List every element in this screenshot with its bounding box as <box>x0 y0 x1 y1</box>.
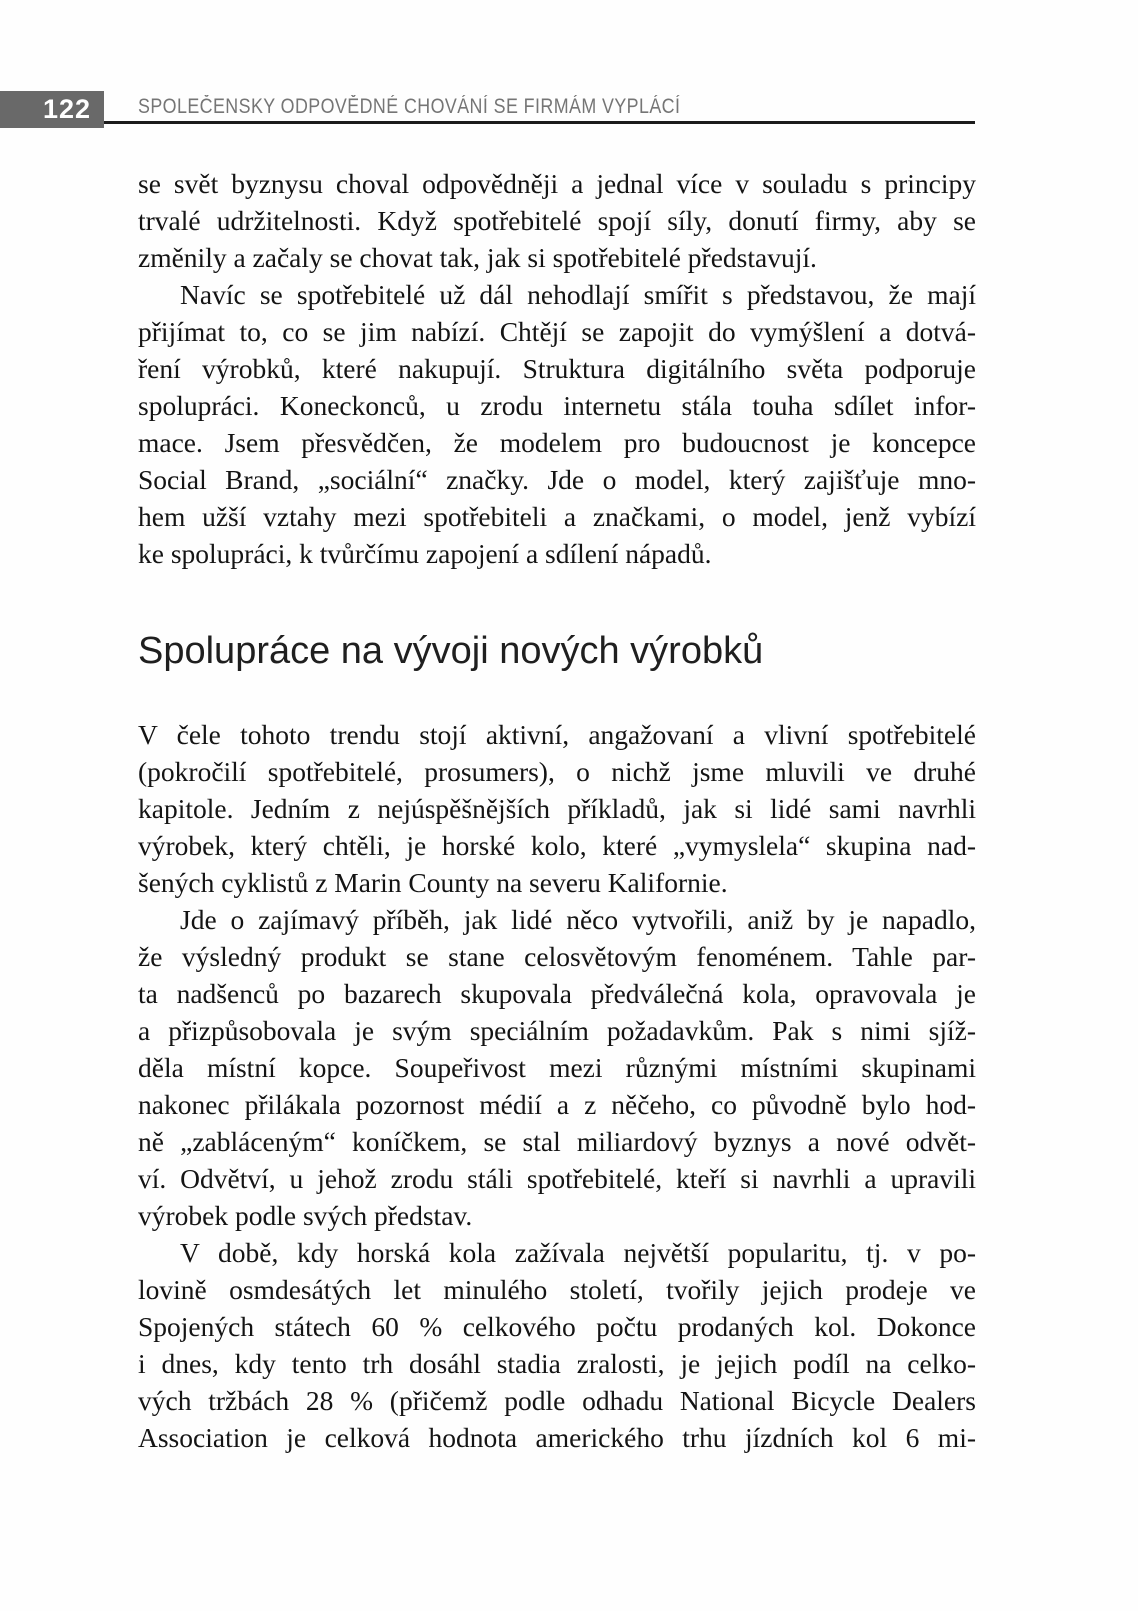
paragraph <box>138 276 976 572</box>
text-line: děla místní kopce. Soupeřivost mezi různými místními skupinami <box>138 1052 976 1083</box>
text-line: nakonec přilákala pozornost médií a z něčeho, co původně bylo hod- <box>138 1089 976 1120</box>
text-line: V době, kdy horská kola zažívala největší popularitu, tj. v po- <box>180 1237 976 1268</box>
text-line: ně „zabláceným“ koníčkem, se stal miliardový byznys a nové odvět- <box>138 1126 976 1157</box>
page-content <box>138 165 976 1456</box>
text-line: ke spolupráci, k tvůrčímu zapojení a sdílení nápadů. <box>138 538 712 569</box>
text-line: ví. Odvětví, u jehož zrodu stáli spotřebitelé, kteří si navrhli a upravili <box>138 1163 976 1194</box>
text-line: ření výrobků, které nakupují. Struktura digitálního světa podporuje <box>138 353 976 384</box>
page-number: 122 <box>42 94 91 124</box>
text-line: mace. Jsem přesvědčen, že modelem pro budoucnost je koncepce <box>138 427 976 458</box>
page-number-box <box>0 91 104 128</box>
text-line: i dnes, kdy tento trh dosáhl stadia zralosti, je jejich podíl na celko- <box>138 1348 976 1379</box>
running-header: SPOLEČENSKY ODPOVĚDNÉ CHOVÁNÍ SE FIRMÁM VYPLÁCÍ <box>138 95 681 118</box>
text-line: lovině osmdesátých let minulého století, tvořily jejich prodeje ve <box>138 1274 976 1305</box>
paragraph <box>138 165 976 276</box>
text-line: se svět byznysu choval odpovědněji a jednal více v souladu s principy <box>138 168 976 199</box>
text-line: šených cyklistů z Marin County na severu Kalifornie. <box>138 867 728 898</box>
text-line: ta nadšenců po bazarech skupovala předválečná kola, opravovala je <box>138 978 976 1009</box>
text-line: změnily a začaly se chovat tak, jak si spotřebitelé představují. <box>138 242 817 273</box>
section-heading: Spolupráce na vývoji nových výrobků <box>138 630 764 672</box>
text-line: Jde o zajímavý příběh, jak lidé něco vytvořili, aniž by je napadlo, <box>180 904 976 935</box>
text-line: Association je celková hodnota amerického trhu jízdních kol 6 mi- <box>138 1422 976 1453</box>
text-line: trvalé udržitelnosti. Když spotřebitelé spojí síly, donutí firmy, aby se <box>138 205 976 236</box>
text-line: že výsledný produkt se stane celosvětovým fenoménem. Tahle par- <box>138 941 976 972</box>
text-line: výrobek podle svých představ. <box>138 1200 473 1231</box>
text-line: přijímat to, co se jim nabízí. Chtějí se zapojit do vymýšlení a dotvá- <box>138 316 976 347</box>
text-line: Social Brand, „sociální“ značky. Jde o model, který zajišťuje mno- <box>138 464 976 495</box>
text-line: výrobek, který chtěli, je horské kolo, které „vymyslela“ skupina nad- <box>138 830 976 861</box>
paragraph <box>138 716 976 901</box>
text-line: hem užší vztahy mezi spotřebiteli a značkami, o model, jenž vybízí <box>138 501 976 532</box>
paragraph <box>138 901 976 1234</box>
body-after-heading <box>138 716 976 1456</box>
text-line: a přizpůsobovala je svým speciálním požadavkům. Pak s nimi sjíž- <box>138 1015 976 1046</box>
paragraph <box>138 1234 976 1456</box>
text-line: vých tržbách 28 % (přičemž podle odhadu National Bicycle Dealers <box>138 1385 976 1416</box>
header-rule <box>104 121 975 124</box>
text-line: kapitole. Jedním z nejúspěšnějších příkladů, jak si lidé sami navrhli <box>138 793 976 824</box>
text-line: Navíc se spotřebitelé už dál nehodlají smířit s představou, že mají <box>180 279 976 310</box>
text-line: V čele tohoto trendu stojí aktivní, angažovaní a vlivní spotřebitelé <box>138 719 976 750</box>
text-line: (pokročilí spotřebitelé, prosumers), o nichž jsme mluvili ve druhé <box>138 756 976 787</box>
text-line: spolupráci. Koneckonců, u zrodu internetu stála touha sdílet infor- <box>138 390 976 421</box>
text-line: Spojených státech 60 % celkového počtu prodaných kol. Dokonce <box>138 1311 976 1342</box>
body-before-heading <box>138 165 976 572</box>
